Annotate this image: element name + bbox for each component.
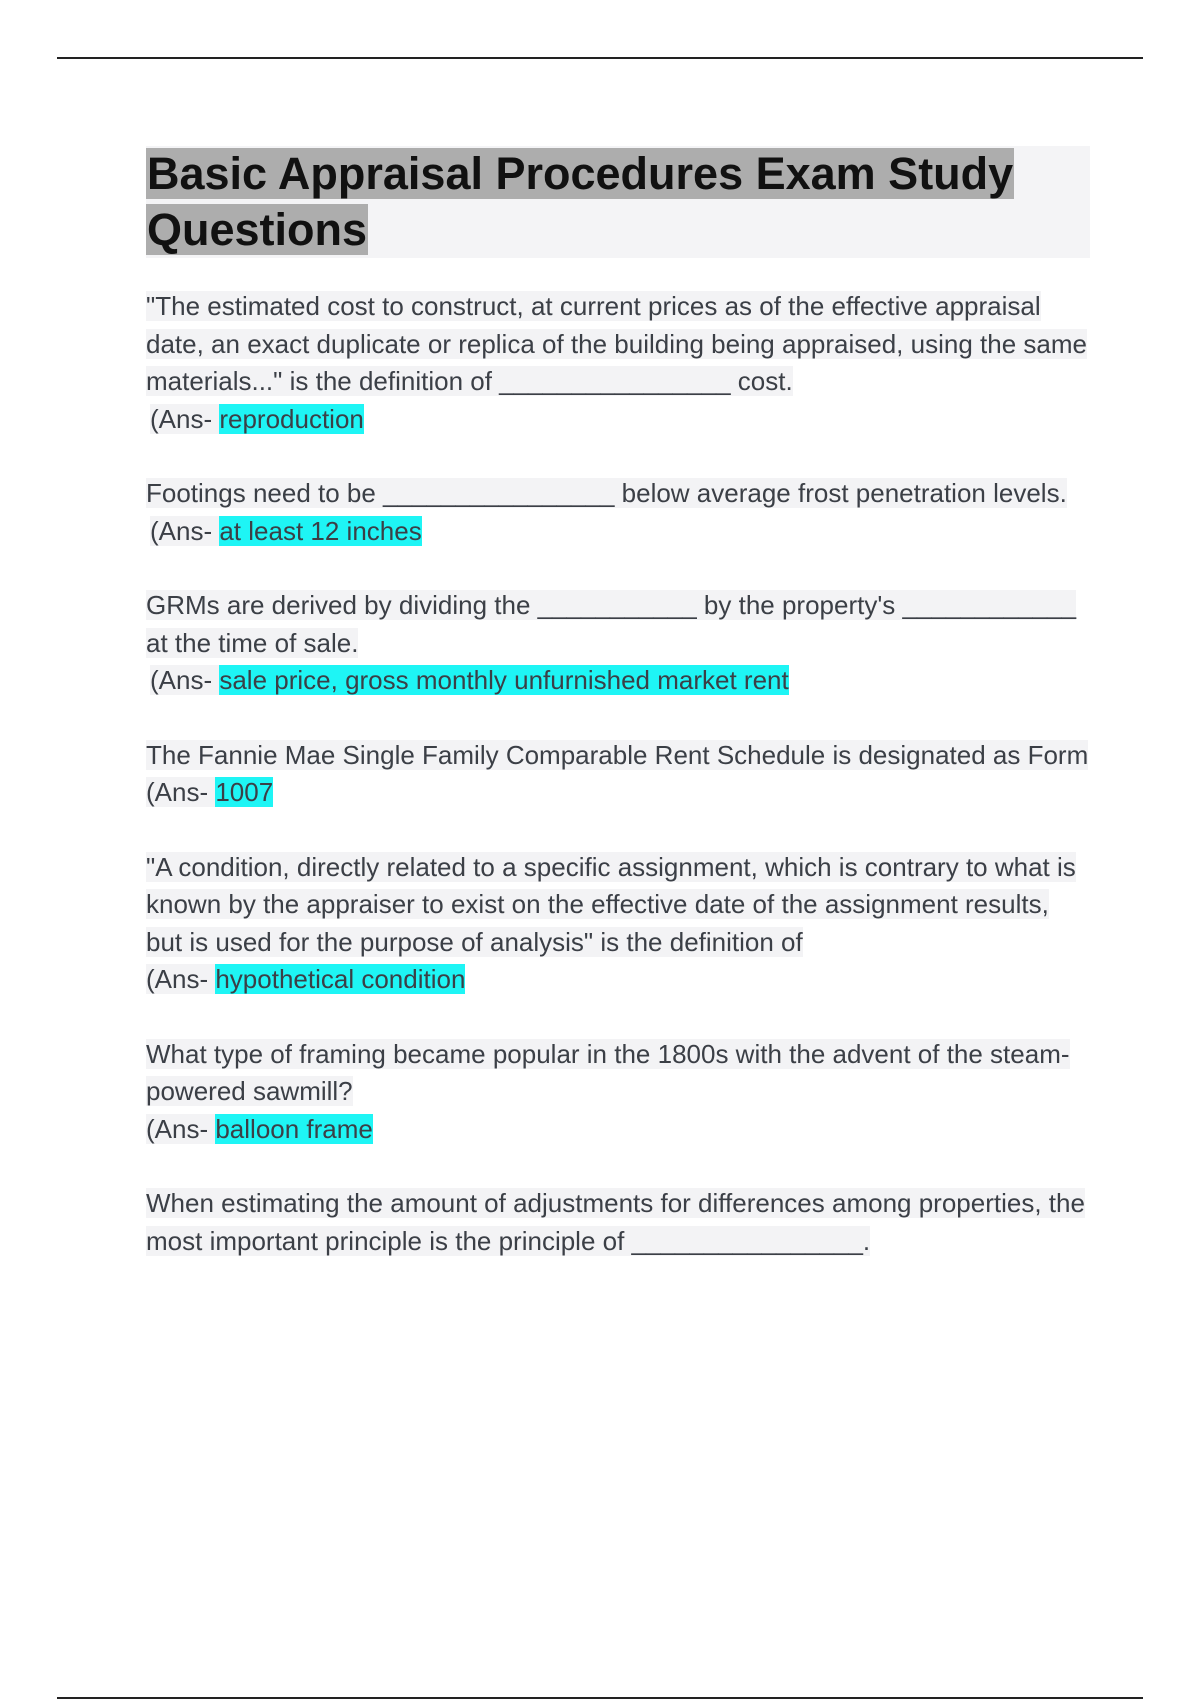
question-text: "The estimated cost to construct, at current prices as of the effective appraisal date, an exact duplicate or replica of the building being appraised, using the same materials..." is the definition of ________________ cost. bbox=[146, 291, 1087, 396]
page-title-line-2: Questions bbox=[147, 204, 368, 255]
title-block bbox=[146, 146, 1090, 258]
answer-highlight: at least 12 inches bbox=[219, 515, 422, 546]
answer-prefix: (Ans- bbox=[150, 665, 220, 695]
answer-line bbox=[146, 401, 1090, 439]
answer-highlight: reproduction bbox=[219, 403, 364, 434]
question-text: "A condition, directly related to a specific assignment, which is contrary to what is known by the appraiser to exist on the effective date of the assignment results, but is used for the purpose of analysis" is the definition of bbox=[146, 851, 1076, 957]
answer-prefix: (Ans- bbox=[146, 777, 216, 807]
answer-highlight: 1007 bbox=[215, 777, 274, 807]
question-text: GRMs are derived by dividing the ___________ by the property's ____________ at the time of sale. bbox=[146, 590, 1077, 658]
qa-item-4 bbox=[146, 737, 1090, 812]
answer-line bbox=[146, 662, 1090, 700]
page-title-line-1: Basic Appraisal Procedures Exam Study bbox=[147, 148, 1014, 199]
qa-item-7 bbox=[146, 1185, 1090, 1260]
question-text: What type of framing became popular in the 1800s with the advent of the steam-powered sawmill? bbox=[146, 1038, 1070, 1106]
answer-line bbox=[146, 513, 1090, 551]
answer-highlight: hypothetical condition bbox=[215, 964, 466, 994]
answer-highlight: balloon frame bbox=[215, 1113, 373, 1144]
header-rule bbox=[57, 57, 1143, 59]
question-text: The Fannie Mae Single Family Comparable Rent Schedule is designated as Form bbox=[146, 739, 1089, 770]
answer-prefix: (Ans- bbox=[150, 515, 220, 546]
answer-highlight: sale price, gross monthly unfurnished market rent bbox=[219, 665, 789, 695]
page-title bbox=[146, 146, 1090, 258]
qa-item-3 bbox=[146, 587, 1090, 700]
answer-prefix: (Ans- bbox=[150, 403, 220, 434]
qa-item-6 bbox=[146, 1036, 1090, 1149]
qa-item-1 bbox=[146, 288, 1090, 438]
question-text: When estimating the amount of adjustments for differences among properties, the most important principle is the principle of ________________. bbox=[146, 1188, 1085, 1256]
question-text: Footings need to be ________________ below average frost penetration levels. bbox=[146, 478, 1067, 508]
answer-line bbox=[146, 774, 1090, 812]
document-body bbox=[146, 146, 1090, 1297]
answer-line bbox=[146, 961, 1090, 999]
qa-item-2 bbox=[146, 475, 1090, 550]
footer-rule bbox=[57, 1697, 1143, 1699]
qa-item-5 bbox=[146, 849, 1090, 999]
answer-prefix: (Ans- bbox=[146, 964, 216, 994]
answer-line bbox=[146, 1111, 1090, 1149]
answer-prefix: (Ans- bbox=[146, 1113, 216, 1144]
